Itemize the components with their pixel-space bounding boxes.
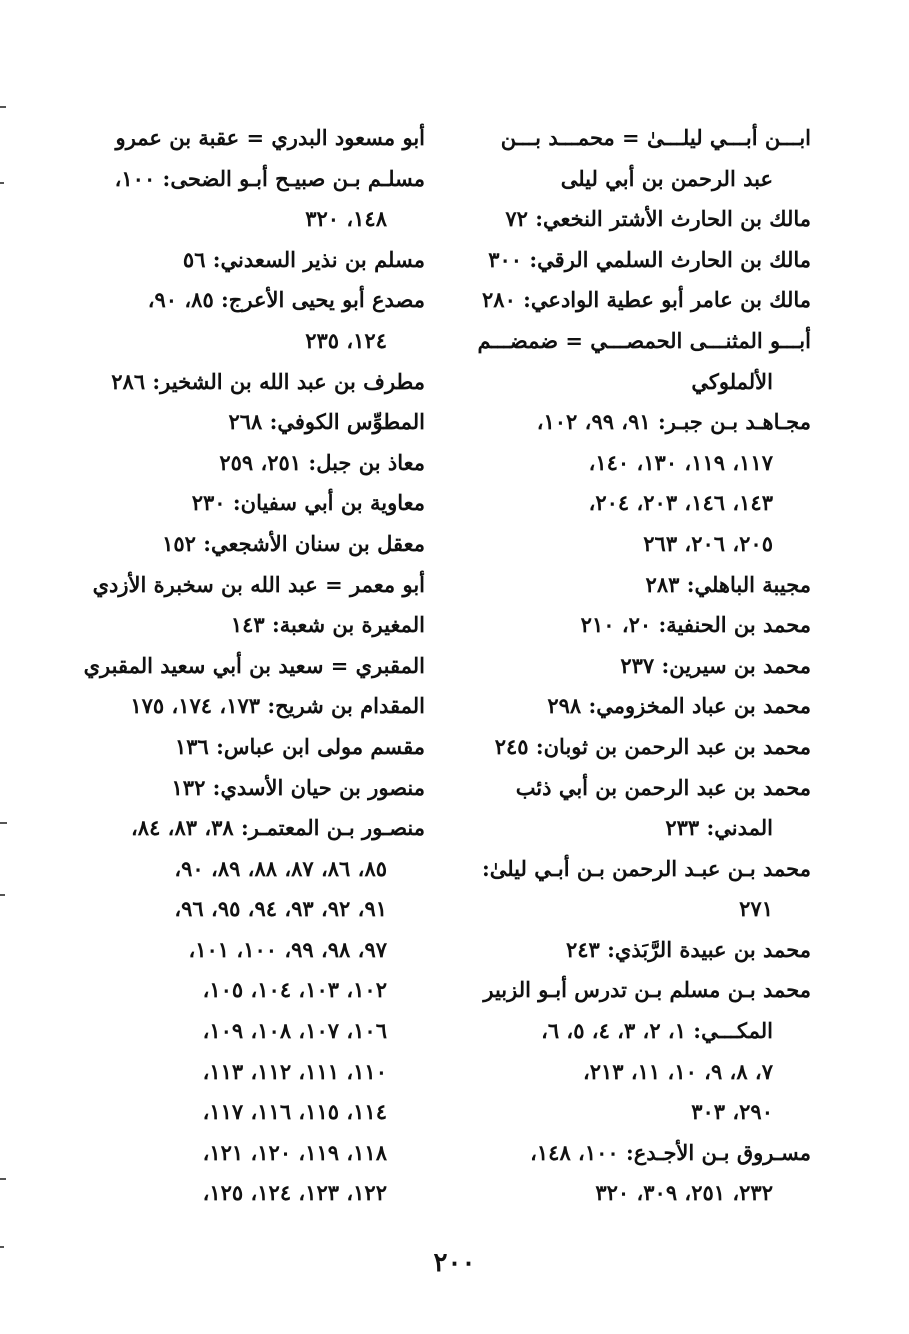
index-entry	[451, 930, 811, 971]
scan-mark	[0, 182, 4, 184]
index-entry	[65, 808, 425, 1214]
index-entry-line: محمد بن سيرين: ٢٣٧	[620, 652, 811, 678]
index-entry-continuation: ٢٩٠، ٣٠٣	[691, 1099, 773, 1125]
index-entry-line: مسلـم بـن صبيـح أبـو الضحى: ١٠٠،	[114, 165, 425, 191]
index-entry-continuation: ٢٣٢، ٢٥١، ٣٠٩، ٣٢٠	[595, 1180, 773, 1206]
index-entry-line: المقبري = سعيد بن أبي سعيد المقبري	[83, 652, 425, 678]
index-entry	[451, 605, 811, 646]
index-entry	[65, 159, 425, 240]
index-entry-line: محمد بن الحنفية: ٢٠، ٢١٠	[580, 612, 811, 638]
index-entry	[451, 321, 811, 402]
index-entry-line: مطرف بن عبد الله بن الشخير: ٢٨٦	[111, 368, 425, 394]
index-entry-line: مصدع أبو يحيى الأعرج: ٨٥، ٩٠،	[147, 287, 425, 313]
index-entry-continuation: ١٤٣، ١٤٦، ٢٠٣، ٢٠٤،	[588, 490, 773, 516]
index-entry-line: محمد بـن عبـد الرحمن بـن أبـي ليلیٰ:	[481, 855, 811, 881]
index-entry	[451, 565, 811, 606]
index-entry-continuation: ١١٤، ١١٥، ١١٦، ١١٧،	[202, 1099, 387, 1125]
index-entry-continuation: ١١٠، ١١١، ١١٢، ١١٣،	[202, 1058, 387, 1084]
index-entry	[451, 199, 811, 240]
index-entry	[65, 768, 425, 809]
index-entry-continuation: ١١٧، ١١٩، ١٣٠، ١٤٠،	[588, 449, 773, 475]
index-entry-line: محمد بن عبيدة الرَّبَذي: ٢٤٣	[566, 936, 811, 962]
index-entry	[65, 565, 425, 606]
index-entry-continuation: ٧، ٨، ٩، ١٠، ١١، ٢١٣،	[582, 1058, 773, 1084]
index-entry	[65, 402, 425, 443]
index-entry-line: مسلم بن نذير السعدني: ٥٦	[182, 246, 425, 272]
index-entry-line: معقل بن سنان الأشجعي: ١٥٢	[162, 530, 425, 556]
index-entry-line: أبـــو المثنـــى الحمصـــي = ضمضـــم	[477, 327, 811, 353]
index-entry	[65, 646, 425, 687]
index-entry	[451, 970, 811, 1132]
index-entry-line: مجـاهـد بـن جبـر: ٩١، ٩٩، ١٠٢،	[536, 409, 811, 435]
index-entry-continuation: ١٤٨، ٣٢٠	[305, 206, 387, 232]
index-entry-line: مقسم مولى ابن عباس: ١٣٦	[175, 733, 425, 759]
index-entry-line: محمد بن عبد الرحمن بن أبي ذئب	[515, 774, 811, 800]
index-entry-continuation: الألملوكي	[691, 368, 773, 394]
index-entry-line: مالك بن الحارث الأشتر النخعي: ٧٢	[505, 206, 811, 232]
index-entry-continuation: المدني: ٢٣٣	[665, 815, 773, 841]
index-entry-line: أبو معمر = عبد الله بن سخبرة الأزدي	[92, 571, 425, 597]
index-entry	[65, 240, 425, 281]
index-entry-continuation: المكـــي: ١، ٢، ٣، ٤، ٥، ٦،	[541, 1018, 773, 1044]
index-entry-line: المقدام بن شريح: ١٧٣، ١٧٤، ١٧٥	[130, 693, 425, 719]
index-entry	[451, 727, 811, 768]
index-entry-continuation: ١٠٢، ١٠٣، ١٠٤، ١٠٥،	[202, 977, 387, 1003]
index-entry-line: مالك بن عامر أبو عطية الوادعي: ٢٨٠	[482, 287, 811, 313]
index-entry	[65, 280, 425, 361]
index-entry-line: معاذ بن جبل: ٢٥١، ٢٥٩	[219, 449, 425, 475]
index-entry-line: محمد بـن مسلم بـن تدرس أبـو الزبير	[483, 977, 811, 1003]
index-entry	[451, 118, 811, 199]
index-entry-continuation: عبد الرحمن بن أبي ليلى	[560, 165, 773, 191]
index-entry	[451, 280, 811, 321]
index-entry-line: أبو مسعود البدري = عقبة بن عمرو	[115, 125, 425, 150]
index-entry	[65, 118, 425, 159]
index-entry-continuation: ١٠٦، ١٠٧، ١٠٨، ١٠٩،	[202, 1018, 387, 1044]
index-column-left	[65, 118, 425, 1214]
index-entry	[451, 402, 811, 564]
index-entry-continuation: ٩٧، ٩٨، ٩٩، ١٠٠، ١٠١،	[188, 936, 387, 962]
index-entry	[65, 686, 425, 727]
index-entry-line: معاوية بن أبي سفيان: ٢٣٠	[191, 490, 425, 516]
scan-mark	[0, 1178, 6, 1180]
index-entry	[65, 362, 425, 403]
index-entry	[65, 443, 425, 484]
index-entry	[451, 686, 811, 727]
index-entry-continuation: ١٢٤، ٢٣٥	[305, 327, 387, 353]
index-entry	[451, 849, 811, 930]
index-entry-continuation: ٢٠٥، ٢٠٦، ٢٦٣	[643, 530, 773, 556]
index-entry-line: مجيبة الباهلي: ٢٨٣	[645, 571, 811, 597]
index-entry-line: محمد بن عباد المخزومي: ٢٩٨	[547, 693, 811, 719]
index-entry-line: المطوِّس الكوفي: ٢٦٨	[228, 409, 425, 435]
page-number: ٢٠٠	[433, 1248, 476, 1278]
index-entry-line: المغيرة بن شعبة: ١٤٣	[230, 612, 425, 638]
index-entry	[65, 524, 425, 565]
index-entry-line: منصور بن حيان الأسدي: ١٣٢	[171, 774, 425, 800]
index-entry-line: ابـــن أبـــي ليلـــیٰ = محمـــد بـــن	[500, 125, 811, 150]
index-entry	[451, 646, 811, 687]
index-entry-continuation: ٩١، ٩٢، ٩٣، ٩٤، ٩٥، ٩٦،	[174, 896, 387, 922]
index-entry-line: محمد بن عبد الرحمن بن ثوبان: ٢٤٥	[494, 733, 811, 759]
scan-mark	[0, 894, 5, 896]
scan-mark	[0, 106, 6, 108]
index-entry-line: مالك بن الحارث السلمي الرقي: ٣٠٠	[488, 246, 811, 272]
index-entry-continuation: ٢٧١	[739, 896, 773, 922]
index-entry	[451, 240, 811, 281]
index-entry	[65, 727, 425, 768]
index-entry-line: مسـروق بـن الأجـدع: ١٠٠، ١٤٨،	[530, 1139, 811, 1165]
index-entry	[65, 483, 425, 524]
scan-mark	[0, 1246, 4, 1248]
index-entry-continuation: ٨٥، ٨٦، ٨٧، ٨٨، ٨٩، ٩٠،	[174, 855, 387, 881]
index-entry-continuation: ١٢٢، ١٢٣، ١٢٤، ١٢٥،	[202, 1180, 387, 1206]
index-entry-line: منصـور بـن المعتمـر: ٣٨، ٨٣، ٨٤،	[131, 815, 425, 841]
index-entry	[451, 1133, 811, 1214]
index-entry	[65, 605, 425, 646]
scan-mark	[0, 822, 7, 824]
index-entry	[451, 768, 811, 849]
index-column-right	[451, 118, 811, 1214]
index-entry-continuation: ١١٨، ١١٩، ١٢٠، ١٢١،	[202, 1139, 387, 1165]
